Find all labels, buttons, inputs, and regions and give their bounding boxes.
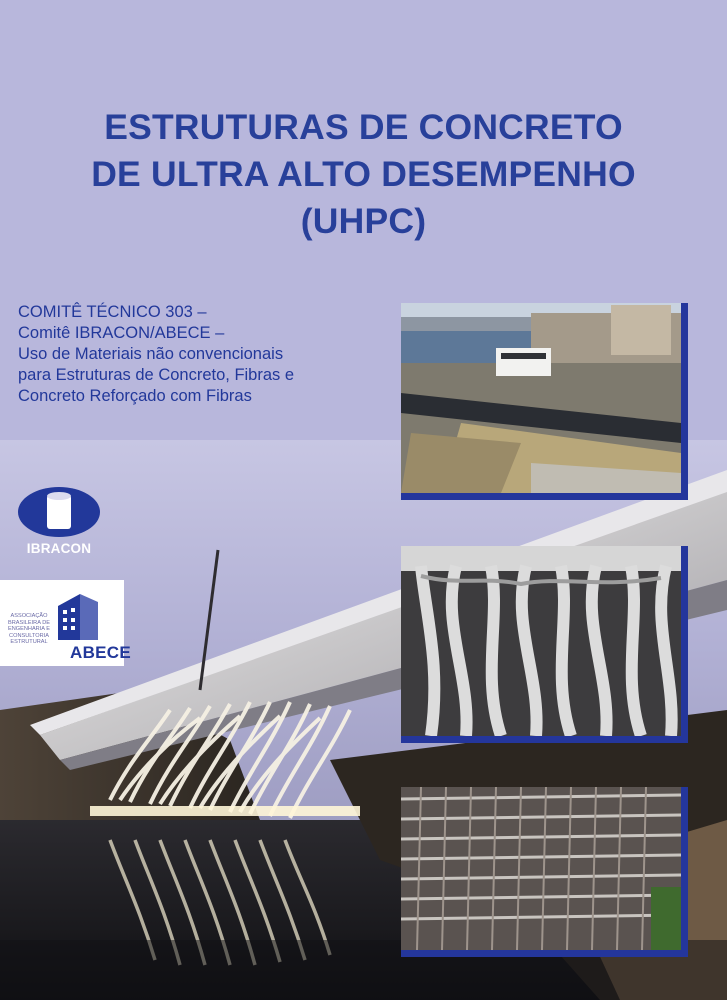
cover-title bbox=[0, 104, 727, 245]
aerial-site-image bbox=[401, 303, 681, 493]
photo-aerial-site bbox=[401, 303, 688, 500]
photo-steel-rebar bbox=[401, 787, 688, 957]
photo-concrete-lattice bbox=[401, 546, 688, 743]
committee-line-3: Uso de Materiais não convencionais bbox=[18, 345, 284, 363]
abece-tagline-line: CONSULTORIA bbox=[9, 632, 49, 639]
committee-line-5: Concreto Reforçado com Fibras bbox=[18, 387, 252, 405]
abece-building-icon bbox=[54, 590, 104, 642]
concrete-lattice-image bbox=[401, 546, 681, 736]
ibracon-logo-label: IBRACON bbox=[26, 541, 92, 556]
abece-tagline-line: ESTRUTURAL bbox=[10, 639, 48, 645]
committee-line-4: para Estruturas de Concreto, Fibras e bbox=[18, 366, 295, 384]
steel-rebar-image bbox=[401, 787, 681, 950]
committee-line-2: Comitê IBRACON/ABECE – bbox=[18, 324, 225, 342]
abece-tagline-line: ENGENHARIA E bbox=[8, 626, 50, 632]
abece-logo-tagline bbox=[6, 613, 52, 646]
abece-tagline-line: BRASILEIRA DE bbox=[8, 619, 50, 626]
committee-description bbox=[18, 302, 378, 407]
title-line-2: DE ULTRA ALTO DESEMPENHO bbox=[91, 154, 636, 194]
title-line-3: (UHPC) bbox=[300, 201, 427, 241]
abece-logo-label: ABECE bbox=[70, 643, 132, 662]
committee-line-1: COMITÊ TÉCNICO 303 – bbox=[18, 303, 207, 321]
title-line-1: ESTRUTURAS DE CONCRETO bbox=[104, 107, 623, 147]
abece-tagline-line: ASSOCIAÇÃO bbox=[10, 613, 48, 619]
